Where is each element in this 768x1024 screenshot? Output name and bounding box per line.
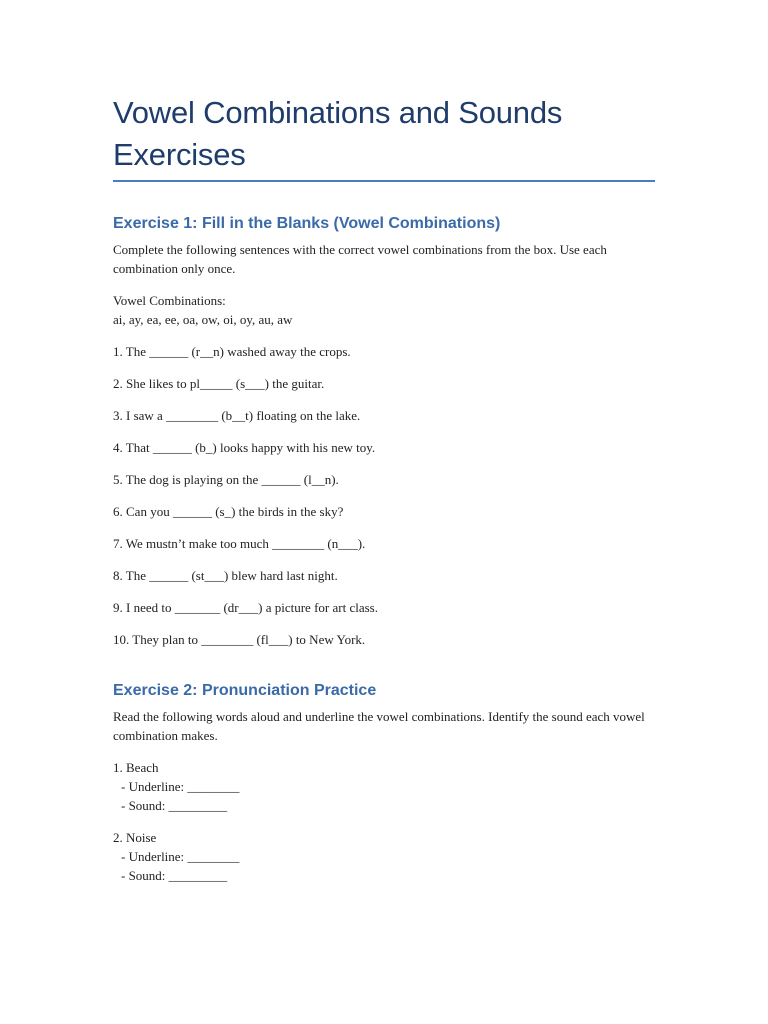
list-item: 9. I need to _______ (dr___) a picture for art class. (113, 600, 378, 615)
pronunciation-word: 1. Beach (113, 760, 159, 775)
title-divider (113, 180, 655, 182)
vowel-combinations-list: ai, ay, ea, ee, oa, ow, oi, oy, au, aw (113, 312, 293, 327)
exercise-2-list (113, 758, 655, 885)
exercise-1-list (113, 342, 655, 649)
pronunciation-item (113, 828, 655, 885)
list-item: 7. We mustn’t make too much ________ (n___). (113, 536, 366, 551)
pronunciation-word: 2. Noise (113, 830, 157, 845)
underline-prompt: - Underline: ________ (121, 779, 240, 794)
list-item: 1. The ______ (r__n) washed away the crops. (113, 344, 351, 359)
exercise-2-instructions: Read the following words aloud and underline the vowel combinations. Identify the sound each vowel combination makes. (113, 709, 645, 743)
exercise-1-heading: Exercise 1: Fill in the Blanks (Vowel Combinations) (113, 215, 501, 232)
document-page (113, 92, 655, 885)
vowel-combinations-box (113, 291, 655, 329)
list-item: 2. She likes to pl_____ (s___) the guitar. (113, 376, 325, 391)
underline-prompt: - Underline: ________ (121, 849, 240, 864)
sound-prompt: - Sound: _________ (121, 798, 228, 813)
list-item: 8. The ______ (st___) blew hard last night. (113, 568, 338, 583)
list-item: 4. That ______ (b_) looks happy with his new toy. (113, 440, 376, 455)
list-item: 3. I saw a ________ (b__t) floating on the lake. (113, 408, 361, 423)
list-item: 5. The dog is playing on the ______ (l__n). (113, 472, 339, 487)
list-item: 6. Can you ______ (s_) the birds in the sky? (113, 504, 344, 519)
vowel-combinations-label: Vowel Combinations: (113, 293, 226, 308)
exercise-1-instructions: Complete the following sentences with the correct vowel combinations from the box. Use each combination only once. (113, 242, 607, 276)
document-title: Vowel Combinations and Sounds Exercises (113, 95, 563, 172)
pronunciation-item (113, 758, 655, 815)
sound-prompt: - Sound: _________ (121, 868, 228, 883)
list-item: 10. They plan to ________ (fl___) to New York. (113, 632, 366, 647)
exercise-2-heading: Exercise 2: Pronunciation Practice (113, 682, 377, 699)
